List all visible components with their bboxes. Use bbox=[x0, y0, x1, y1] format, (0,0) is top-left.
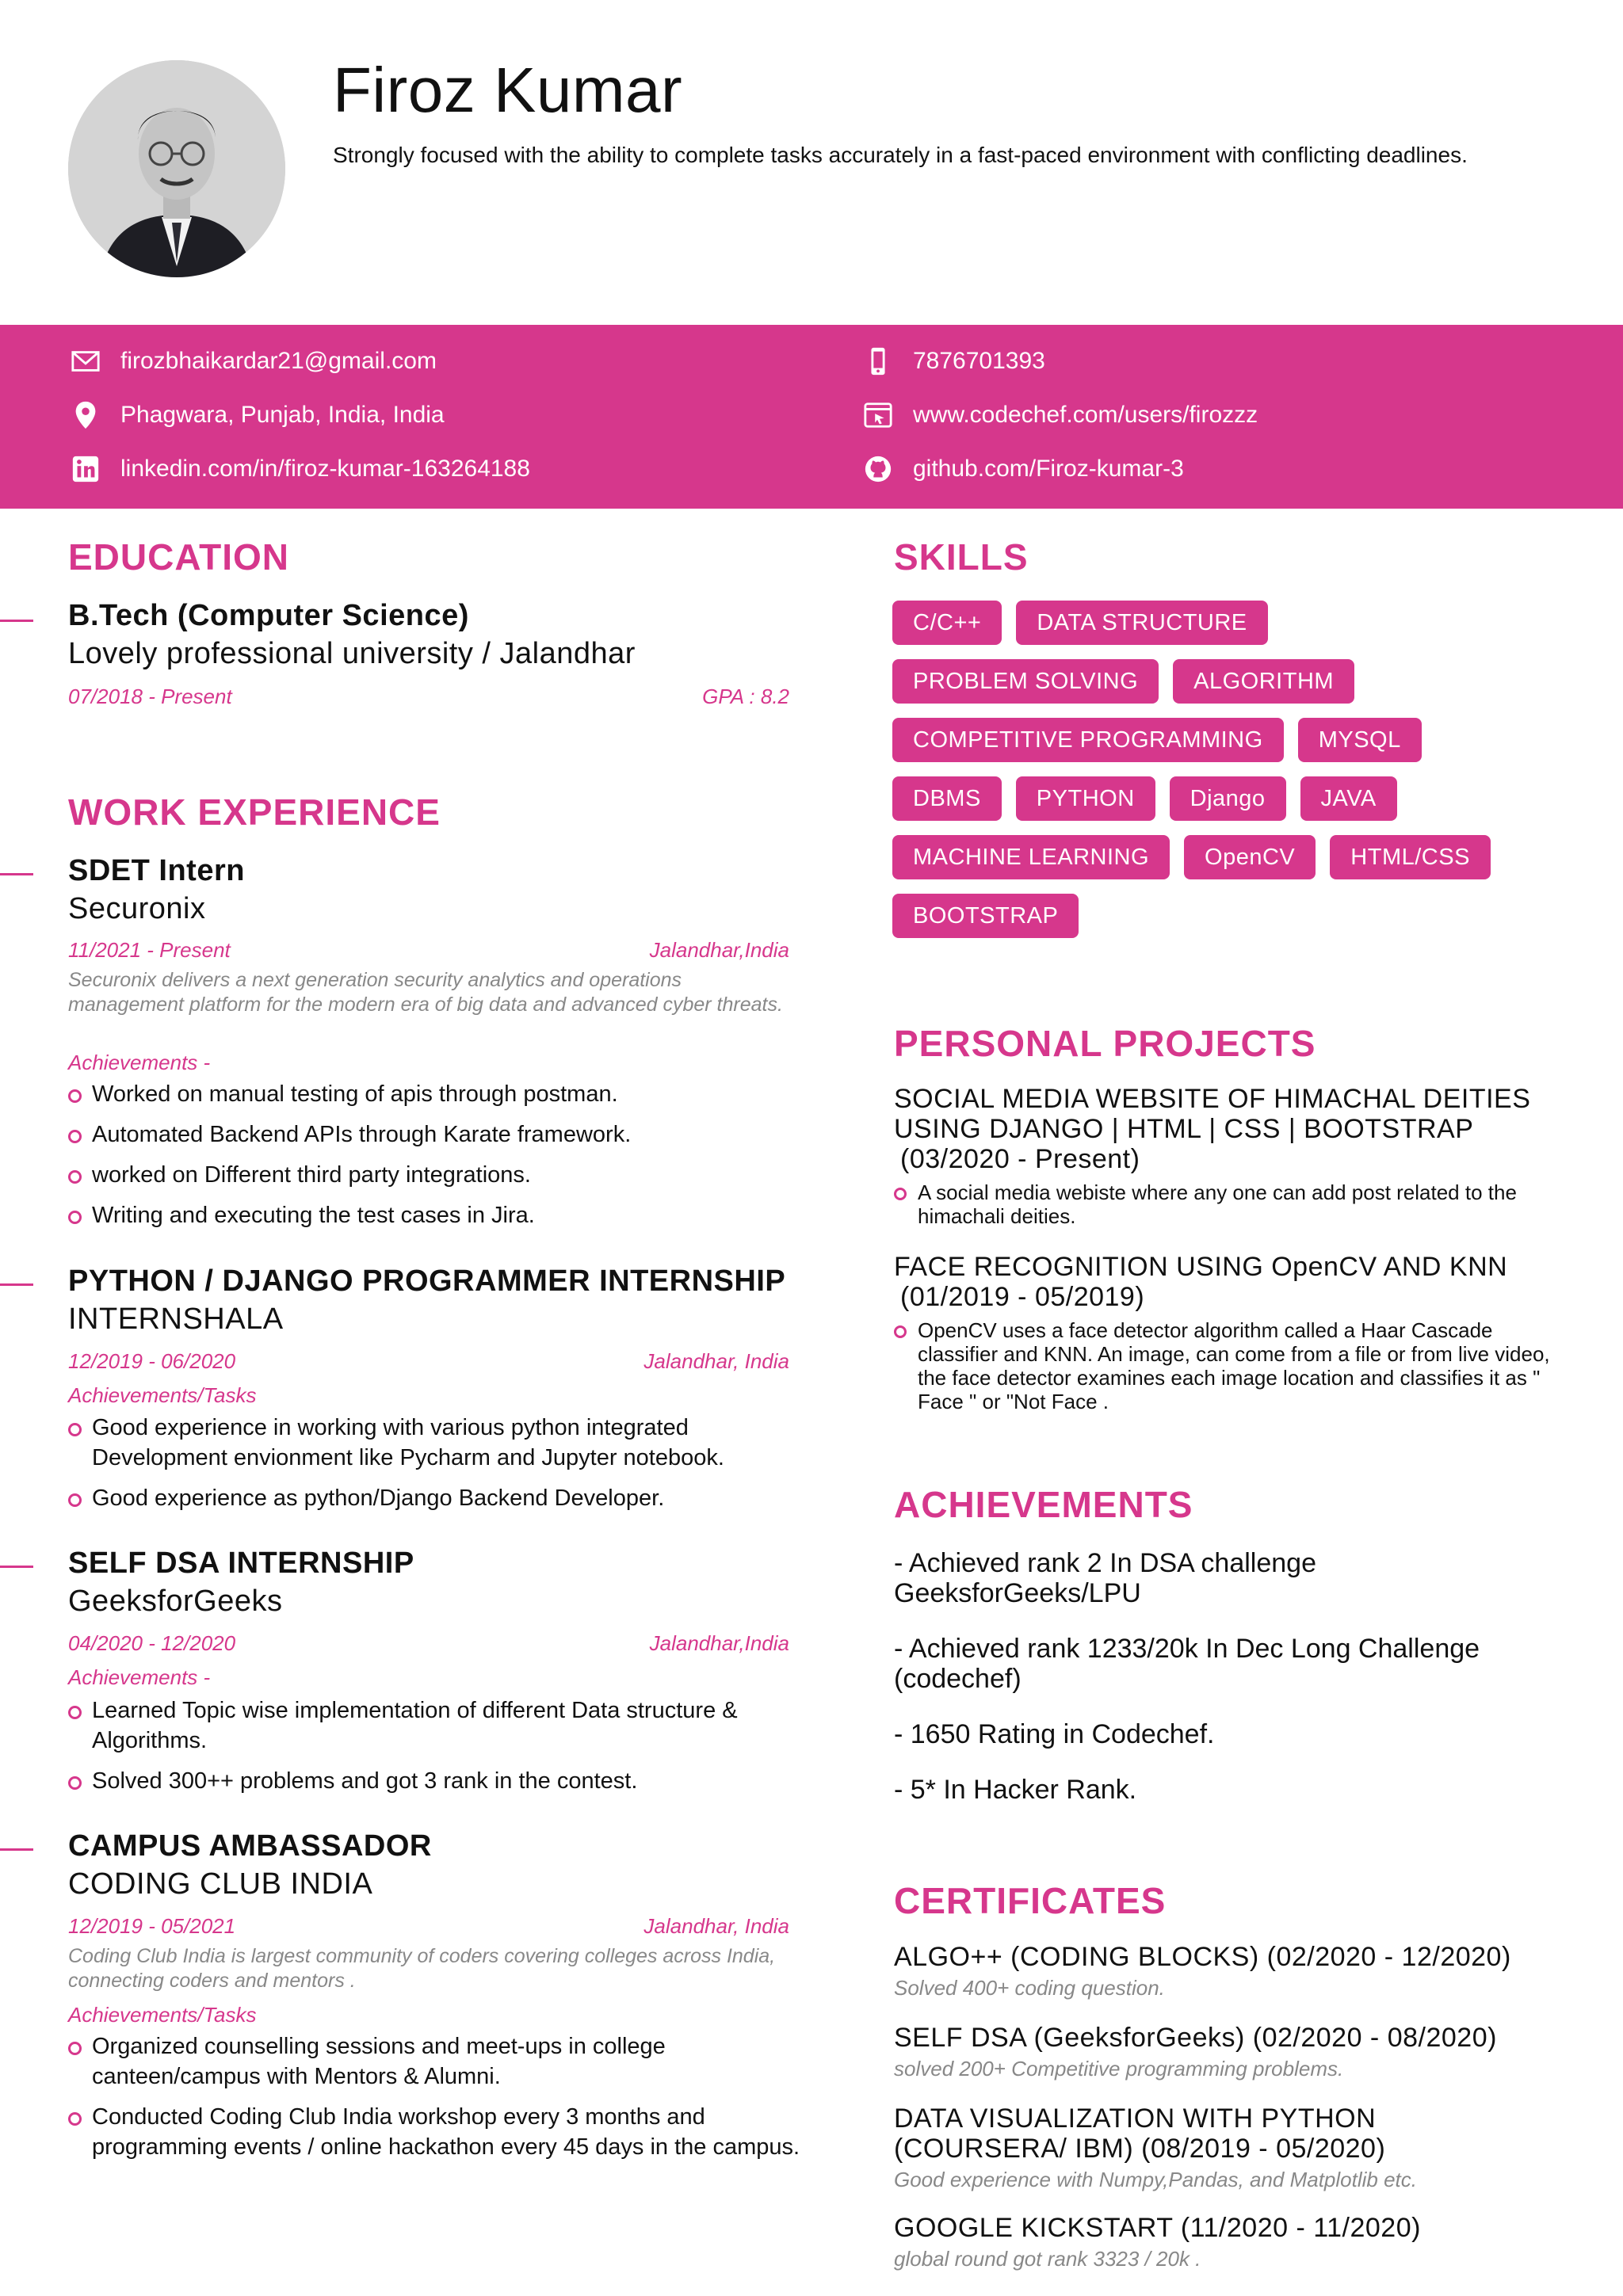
skill-tag: Django bbox=[1170, 776, 1286, 821]
certificates-heading: CERTIFICATES bbox=[894, 1880, 1167, 1921]
achievements-label: Achievements - bbox=[68, 1665, 211, 1689]
job-company: INTERNSHALA bbox=[68, 1302, 284, 1336]
list-item: Automated Backend APIs through Karate framework. bbox=[68, 1119, 813, 1150]
phone-icon bbox=[862, 345, 894, 377]
skills-heading: SKILLS bbox=[894, 536, 1029, 578]
list-item: Writing and executing the test cases in Jira. bbox=[68, 1200, 813, 1230]
certificate-name: SELF DSA (GeeksforGeeks) (02/2020 - 08/2020) bbox=[894, 2023, 1497, 2053]
work-experience-heading: WORK EXPERIENCE bbox=[68, 791, 441, 833]
skill-tag: COMPETITIVE PROGRAMMING bbox=[892, 718, 1284, 762]
skill-tag: PYTHON bbox=[1016, 776, 1155, 821]
list-item: Worked on manual testing of apis through postman. bbox=[68, 1079, 813, 1109]
profile-summary: Strongly focused with the ability to complete tasks accurately in a fast-paced environment with conflicting deadlines. bbox=[333, 143, 1468, 167]
job-dates: 04/2020 - 12/2020 bbox=[68, 1631, 236, 1655]
certificate-desc: Good experience with Numpy,Pandas, and Matplotlib etc. bbox=[894, 2168, 1417, 2191]
job-dates: 12/2019 - 06/2020 bbox=[68, 1349, 236, 1373]
job-dates: 11/2021 - Present bbox=[68, 938, 231, 962]
list-item: Good experience as python/Django Backend Developer. bbox=[68, 1483, 813, 1513]
education-dates: 07/2018 - Present bbox=[68, 685, 232, 708]
project-title bbox=[894, 1252, 1575, 1312]
education-degree: B.Tech (Computer Science) bbox=[68, 599, 469, 632]
contact-github[interactable] bbox=[862, 453, 1184, 485]
job-bullets bbox=[68, 1079, 813, 1241]
achievement-item: - 1650 Rating in Codechef. bbox=[894, 1719, 1215, 1749]
achievements-label: Achievements - bbox=[68, 1051, 211, 1074]
skill-tag: DATA STRUCTURE bbox=[1016, 601, 1267, 645]
skill-tag: HTML/CSS bbox=[1330, 835, 1491, 879]
job-title: PYTHON / DJANGO PROGRAMMER INTERNSHIP bbox=[68, 1264, 786, 1298]
project-bullets bbox=[894, 1180, 1560, 1228]
job-description: Securonix delivers a next generation security analytics and operations management platform for the modern era of big data and advanced cyber threats. bbox=[68, 969, 783, 1016]
job-location: Jalandhar,India bbox=[649, 938, 789, 962]
skill-tag: OpenCV bbox=[1184, 835, 1316, 879]
project-dates: (01/2019 - 05/2019) bbox=[900, 1282, 1145, 1312]
job-title: SDET Intern bbox=[68, 854, 245, 887]
job-dates: 12/2019 - 05/2021 bbox=[68, 1914, 236, 1938]
github-icon bbox=[862, 453, 894, 485]
candidate-name: Firoz Kumar bbox=[333, 55, 683, 125]
list-item: worked on Different third party integrations. bbox=[68, 1160, 813, 1190]
list-item: Solved 300++ problems and got 3 rank in the contest. bbox=[68, 1766, 813, 1796]
job-bullets bbox=[68, 1413, 813, 1524]
section-marker bbox=[0, 1566, 33, 1568]
certificate-desc: solved 200+ Competitive programming problems. bbox=[894, 2057, 1344, 2081]
certificate-name: ALGO++ (CODING BLOCKS) (02/2020 - 12/2020) bbox=[894, 1942, 1511, 1972]
contact-location bbox=[70, 399, 445, 431]
skill-tag: DBMS bbox=[892, 776, 1002, 821]
skill-tag: JAVA bbox=[1300, 776, 1397, 821]
job-location: Jalandhar,India bbox=[649, 1631, 789, 1655]
profile-photo-image bbox=[68, 60, 285, 277]
achievement-item: - Achieved rank 1233/20k In Dec Long Challenge (codechef) bbox=[894, 1634, 1480, 1694]
section-marker bbox=[0, 873, 33, 875]
resume-header bbox=[0, 0, 1623, 325]
list-item: Good experience in working with various python integrated Development envionment like Pycharm and Jupyter notebook. bbox=[68, 1413, 813, 1473]
skills-list bbox=[892, 601, 1542, 952]
achievement-item: - Achieved rank 2 In DSA challenge GeeksforGeeks/LPU bbox=[894, 1548, 1316, 1608]
list-item: Learned Topic wise implementation of different Data structure & Algorithms. bbox=[68, 1695, 813, 1756]
certificate-name: DATA VISUALIZATION WITH PYTHON (COURSERA/ IBM) (08/2019 - 05/2020) bbox=[894, 2103, 1386, 2164]
github-text: github.com/Firoz-kumar-3 bbox=[913, 456, 1184, 482]
envelope-icon bbox=[70, 345, 101, 377]
contact-linkedin[interactable] bbox=[70, 453, 530, 485]
email-text: firozbhaikardar21@gmail.com bbox=[120, 348, 437, 374]
job-company: GeeksforGeeks bbox=[68, 1585, 283, 1618]
location-text: Phagwara, Punjab, India, India bbox=[120, 402, 445, 428]
project-dates: (03/2020 - Present) bbox=[900, 1144, 1140, 1174]
skill-tag: MYSQL bbox=[1298, 718, 1422, 762]
job-company: Securonix bbox=[68, 892, 206, 925]
skill-tag: C/C++ bbox=[892, 601, 1002, 645]
job-title: SELF DSA INTERNSHIP bbox=[68, 1547, 414, 1580]
browser-link-icon bbox=[862, 399, 894, 431]
skill-tag: BOOTSTRAP bbox=[892, 894, 1079, 938]
certificate-desc: global round got rank 3323 / 20k . bbox=[894, 2247, 1201, 2271]
certificate-name: GOOGLE KICKSTART (11/2020 - 11/2020) bbox=[894, 2213, 1421, 2243]
achievement-item: - 5* In Hacker Rank. bbox=[894, 1775, 1137, 1805]
job-bullets bbox=[68, 1695, 813, 1806]
website-text: www.codechef.com/users/firozzz bbox=[913, 402, 1258, 428]
project-name: FACE RECOGNITION USING OpenCV AND KNN bbox=[894, 1252, 1508, 1282]
project-title bbox=[894, 1084, 1575, 1174]
skill-tag: MACHINE LEARNING bbox=[892, 835, 1170, 879]
job-company: CODING CLUB INDIA bbox=[68, 1867, 373, 1901]
job-location: Jalandhar, India bbox=[643, 1914, 789, 1938]
location-pin-icon bbox=[70, 399, 101, 431]
job-description: Coding Club India is largest community of coders covering colleges across India, connecting coders and mentors . bbox=[68, 1945, 776, 1992]
section-marker bbox=[0, 1848, 33, 1851]
skill-tag: ALGORITHM bbox=[1173, 659, 1354, 704]
project-bullets bbox=[894, 1318, 1560, 1413]
project-name: SOCIAL MEDIA WEBSITE OF HIMACHAL DEITIES USING DJANGO | HTML | CSS | BOOTSTRAP bbox=[894, 1084, 1531, 1144]
list-item: A social media webiste where any one can add post related to the himachali deities. bbox=[894, 1180, 1560, 1228]
linkedin-text: linkedin.com/in/firoz-kumar-163264188 bbox=[120, 456, 530, 482]
certificate-desc: Solved 400+ coding question. bbox=[894, 1976, 1165, 2000]
contact-phone[interactable] bbox=[862, 345, 1045, 377]
list-item: Organized counselling sessions and meet-ups in college canteen/campus with Mentors & Alumni. bbox=[68, 2031, 813, 2092]
education-gpa: GPA : 8.2 bbox=[702, 685, 789, 708]
contact-email[interactable] bbox=[70, 345, 437, 377]
list-item: Conducted Coding Club India workshop every 3 months and programming events / online hackathon every 45 days in the campus. bbox=[68, 2102, 813, 2162]
job-bullets bbox=[68, 2031, 813, 2172]
projects-heading: PERSONAL PROJECTS bbox=[894, 1023, 1316, 1064]
contact-band bbox=[0, 325, 1623, 509]
contact-website[interactable] bbox=[862, 399, 1258, 431]
list-item: OpenCV uses a face detector algorithm called a Haar Cascade classifier and KNN. An image, can come from a file or from live video, the face detector examines each image location and classifies it as " Face " or "Not Face . bbox=[894, 1318, 1560, 1413]
linkedin-icon bbox=[70, 453, 101, 485]
education-heading: EDUCATION bbox=[68, 536, 290, 578]
achievements-label: Achievements/Tasks bbox=[68, 2003, 257, 2027]
job-location: Jalandhar, India bbox=[643, 1349, 789, 1373]
education-school: Lovely professional university / Jalandhar bbox=[68, 637, 636, 670]
profile-photo bbox=[68, 60, 285, 277]
skill-tag: PROBLEM SOLVING bbox=[892, 659, 1159, 704]
job-title: CAMPUS AMBASSADOR bbox=[68, 1829, 432, 1863]
achievements-heading: ACHIEVEMENTS bbox=[894, 1484, 1193, 1525]
achievements-label: Achievements/Tasks bbox=[68, 1383, 257, 1407]
section-marker bbox=[0, 1283, 33, 1286]
phone-text: 7876701393 bbox=[913, 348, 1045, 374]
section-marker bbox=[0, 620, 33, 622]
